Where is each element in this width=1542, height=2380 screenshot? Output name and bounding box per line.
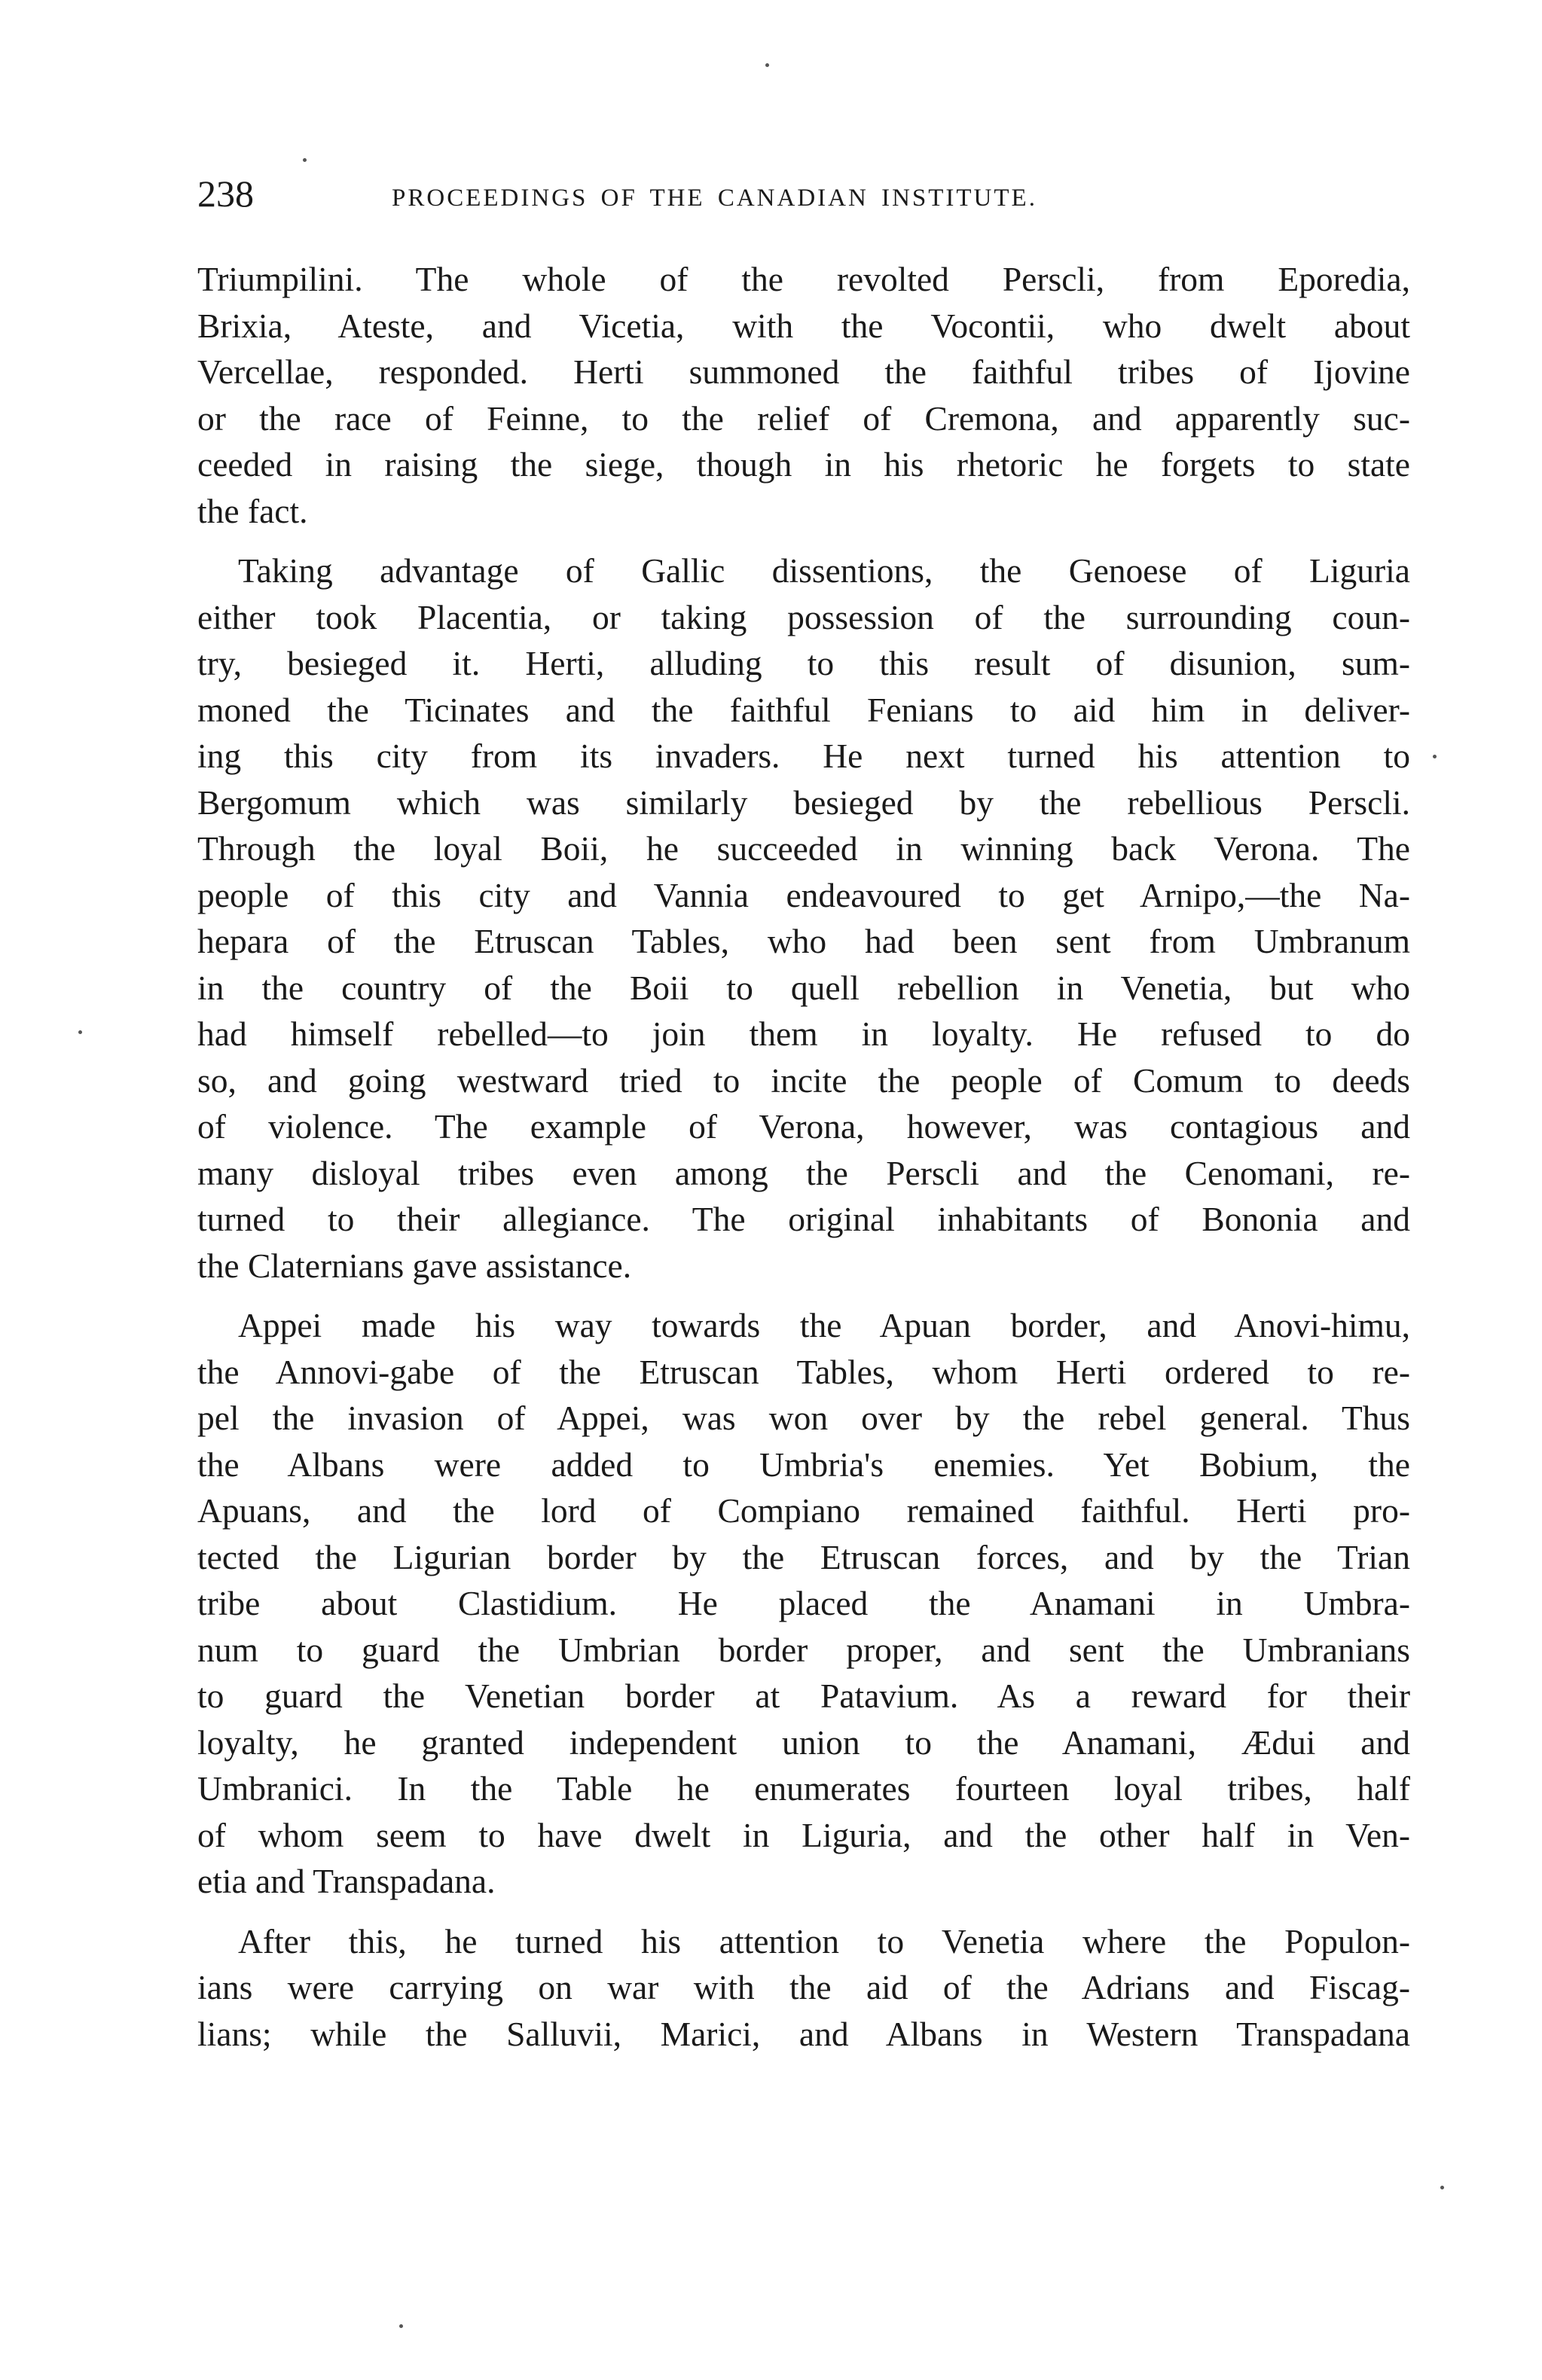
text-line: loyalty, he granted independent union to the Anamani, Ædui and — [197, 1722, 1410, 1762]
text-line: Taking advantage of Gallic dissentions, the Genoese of Liguria — [238, 551, 1410, 590]
page-header — [197, 167, 1410, 220]
text-line: the Albans were added to Umbria's enemies. Yet Bobium, the — [197, 1445, 1410, 1484]
text-line: num to guard the Umbrian border proper, and sent the Umbranians — [197, 1630, 1410, 1669]
text-line: Umbranici. In the Table he enumerates fourteen loyal tribes, half — [197, 1769, 1410, 1808]
paragraph-1 — [197, 256, 1410, 534]
text-line: etia and Transpadana. — [197, 1862, 496, 1900]
ink-speck — [1433, 755, 1437, 758]
text-line: After this, he turned his attention to Venetia where the Populon- — [238, 1921, 1410, 1960]
text-line: either took Placentia, or taking possession of the surrounding coun- — [197, 597, 1410, 636]
text-line: Apuans, and the lord of Compiano remained faithful. Herti pro- — [197, 1491, 1410, 1530]
text-line: try, besieged it. Herti, alluding to this result of disunion, sum- — [197, 644, 1410, 682]
text-line: people of this city and Vannia endeavoured to get Arnipo,—the Na- — [197, 875, 1410, 914]
paragraph-2 — [197, 548, 1410, 1289]
text-line: many disloyal tribes even among the Perscli and the Cenomani, re- — [197, 1153, 1410, 1192]
ink-speck — [399, 2324, 403, 2328]
page-number: 238 — [197, 172, 254, 215]
text-line: so, and going westward tried to incite the people of Comum to deeds — [197, 1060, 1410, 1100]
text-line: the Annovi-gabe of the Etruscan Tables, whom Herti ordered to re- — [197, 1352, 1410, 1391]
paragraph-4 — [197, 1918, 1410, 2058]
text-line: the fact. — [197, 491, 308, 530]
ink-speck — [1440, 2186, 1444, 2189]
text-line: ceeded in raising the siege, though in his rhetoric he forgets to state — [197, 445, 1410, 484]
text-line: pel the invasion of Appei, was won over by the rebel general. Thus — [197, 1399, 1410, 1437]
body-text — [197, 256, 1410, 2057]
text-line: the Claternians gave assistance. — [197, 1246, 632, 1285]
text-line: Appei made his way towards the Apuan border, and Anovi-himu, — [238, 1306, 1410, 1344]
text-line: ing this city from its invaders. He next turned his attention to — [197, 737, 1410, 775]
text-line: of violence. The example of Verona, however, was contagious and — [197, 1107, 1410, 1146]
text-line: lians; while the Salluvii, Marici, and Albans in Western Transpadana — [197, 2014, 1410, 2053]
text-line: Brixia, Ateste, and Vicetia, with the Vocontii, who dwelt about — [197, 306, 1410, 345]
text-line: to guard the Venetian border at Patavium. As a reward for their — [197, 1677, 1410, 1715]
text-line: ians were carrying on war with the aid of the Adrians and Fiscag- — [197, 1968, 1410, 2006]
text-line: of whom seem to have dwelt in Liguria, and the other half in Ven- — [197, 1815, 1410, 1854]
ink-speck — [78, 1030, 82, 1034]
paragraph-3 — [197, 1302, 1410, 1905]
text-line: Through the loyal Boii, he succeeded in winning back Verona. The — [197, 829, 1410, 868]
text-line: moned the Ticinates and the faithful Fenians to aid him in deliver- — [197, 690, 1410, 729]
text-line: tected the Ligurian border by the Etruscan forces, and by the Trian — [197, 1537, 1410, 1576]
text-line: in the country of the Boii to quell rebellion in Venetia, but who — [197, 968, 1410, 1007]
text-line: had himself rebelled—to join them in loyalty. He refused to do — [197, 1015, 1410, 1053]
text-line: Bergomum which was similarly besieged by the rebellious Perscli. — [197, 783, 1410, 822]
text-line: turned to their allegiance. The original inhabitants of Bononia and — [197, 1200, 1410, 1238]
text-line: tribe about Clastidium. He placed the Anamani in Umbra- — [197, 1584, 1410, 1622]
text-line: Triumpilini. The whole of the revolted Perscli, from Eporedia, — [197, 260, 1410, 298]
ink-speck — [303, 158, 307, 162]
text-line: or the race of Feinne, to the relief of Cremona, and apparently suc- — [197, 398, 1410, 438]
text-line: Vercellae, responded. Herti summoned the faithful tribes of Ijovine — [197, 352, 1410, 391]
ink-speck — [765, 63, 769, 67]
running-head: PROCEEDINGS OF THE CANADIAN INSTITUTE. — [392, 185, 1037, 212]
text-line: hepara of the Etruscan Tables, who had been sent from Umbranum — [197, 922, 1410, 960]
